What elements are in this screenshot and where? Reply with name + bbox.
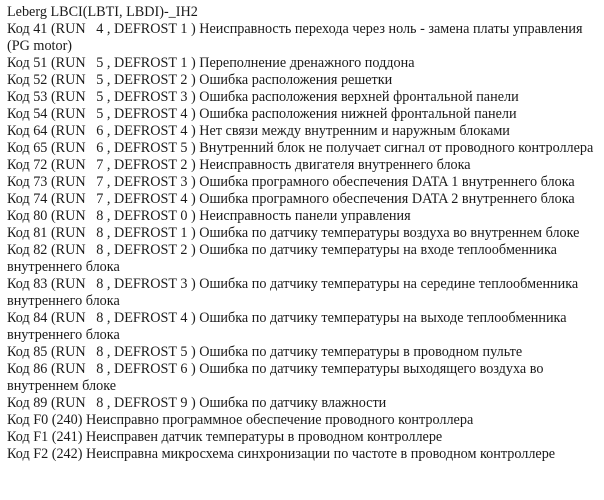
error-code-entry xyxy=(7,21,598,55)
error-description: Ошибка расположения нижней фронтальной панели xyxy=(199,106,517,122)
error-code-entry xyxy=(7,89,598,106)
error-code: Код F0 (240) xyxy=(7,412,83,428)
error-code: Код F2 (242) xyxy=(7,446,83,462)
error-description: Ошибка по датчику температуры выходящего воздуха во внутреннем блоке xyxy=(7,361,547,394)
error-description: Ошибка по датчику влажности xyxy=(199,395,387,411)
error-description: Переполнение дренажного поддона xyxy=(199,55,415,71)
error-code: Код 84 (RUN 8 , DEFROST 4 ) xyxy=(7,310,196,326)
error-code: Код 53 (RUN 5 , DEFROST 3 ) xyxy=(7,89,196,105)
error-code-list xyxy=(7,21,598,463)
error-description: Внутренний блок не получает сигнал от проводного контроллера xyxy=(199,140,594,156)
error-code: Код 80 (RUN 8 , DEFROST 0 ) xyxy=(7,208,196,224)
error-code-entry xyxy=(7,191,598,208)
error-code-entry xyxy=(7,344,598,361)
error-code-entry xyxy=(7,174,598,191)
error-code: Код F1 (241) xyxy=(7,429,83,445)
error-code-entry xyxy=(7,276,598,310)
error-code-entry xyxy=(7,55,598,72)
error-description: Ошибка програмного обеспечения DATA 2 внутреннего блока xyxy=(199,191,575,207)
error-code-entry xyxy=(7,446,598,463)
error-code-entry xyxy=(7,157,598,174)
document-title: Leberg LBCI(LBTI, LBDI)-_IH2 xyxy=(7,4,198,20)
error-code-entry xyxy=(7,140,598,157)
error-code-entry xyxy=(7,412,598,429)
error-description: Ошибка по датчику температуры воздуха во внутреннем блоке xyxy=(199,225,580,241)
error-description: Неисправна микросхема синхронизации по частоте в проводном контроллере xyxy=(86,446,556,462)
error-description: Ошибка по датчику температуры на входе теплообменника внутреннего блока xyxy=(7,242,561,275)
error-code-entry xyxy=(7,429,598,446)
error-description: Неисправность двигателя внутреннего блока xyxy=(199,157,471,173)
error-description: Неисправно программное обеспечение проводного контроллера xyxy=(86,412,474,428)
error-description: Неисправность панели управления xyxy=(199,208,411,224)
error-code: Код 85 (RUN 8 , DEFROST 5 ) xyxy=(7,344,196,360)
error-code-entry xyxy=(7,72,598,89)
error-code: Код 82 (RUN 8 , DEFROST 2 ) xyxy=(7,242,196,258)
error-code-entry xyxy=(7,208,598,225)
error-code-entry xyxy=(7,310,598,344)
error-description: Нет связи между внутренним и наружным блоками xyxy=(199,123,510,139)
error-code-entry xyxy=(7,395,598,412)
error-description: Ошибка по датчику температуры на выходе теплообменника внутреннего блока xyxy=(7,310,571,343)
error-description: Ошибка по датчику температуры в проводном пульте xyxy=(199,344,523,360)
error-code: Код 64 (RUN 6 , DEFROST 4 ) xyxy=(7,123,196,139)
error-code-entry xyxy=(7,106,598,123)
error-code: Код 86 (RUN 8 , DEFROST 6 ) xyxy=(7,361,196,377)
error-description: Ошибка расположения решетки xyxy=(199,72,393,88)
error-code: Код 52 (RUN 5 , DEFROST 2 ) xyxy=(7,72,196,88)
error-code-entry xyxy=(7,123,598,140)
error-code: Код 81 (RUN 8 , DEFROST 1 ) xyxy=(7,225,196,241)
error-code: Код 54 (RUN 5 , DEFROST 4 ) xyxy=(7,106,196,122)
error-code: Код 89 (RUN 8 , DEFROST 9 ) xyxy=(7,395,196,411)
error-code: Код 73 (RUN 7 , DEFROST 3 ) xyxy=(7,174,196,190)
error-code: Код 51 (RUN 5 , DEFROST 1 ) xyxy=(7,55,196,71)
error-code-entry xyxy=(7,242,598,276)
error-description: Ошибка програмного обеспечения DATA 1 внутреннего блока xyxy=(199,174,575,190)
error-code: Код 41 (RUN 4 , DEFROST 1 ) xyxy=(7,21,196,37)
error-description: Ошибка расположения верхней фронтальной панели xyxy=(199,89,519,105)
error-code: Код 83 (RUN 8 , DEFROST 3 ) xyxy=(7,276,196,292)
error-description: Ошибка по датчику температуры на середине теплообменника внутреннего блока xyxy=(7,276,582,309)
error-description: Неисправность перехода через ноль - замена платы управления (PG motor) xyxy=(7,21,587,54)
error-code: Код 65 (RUN 6 , DEFROST 5 ) xyxy=(7,140,196,156)
error-code-entry xyxy=(7,361,598,395)
error-code-entry xyxy=(7,225,598,242)
error-code: Код 74 (RUN 7 , DEFROST 4 ) xyxy=(7,191,196,207)
error-code: Код 72 (RUN 7 , DEFROST 2 ) xyxy=(7,157,196,173)
error-description: Неисправен датчик температуры в проводном контроллере xyxy=(86,429,443,445)
